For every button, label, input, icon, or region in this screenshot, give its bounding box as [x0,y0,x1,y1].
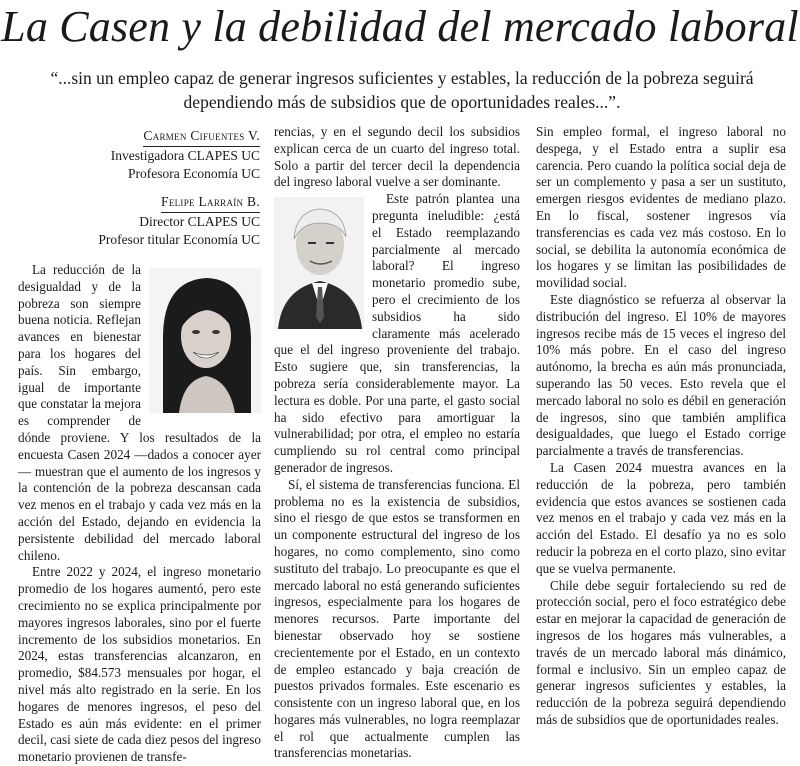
paragraph: Sin empleo formal, el ingreso laboral no despega, y el Estado entra a suplir esa carencia. Pero cuando la política social deja de ser un complemento y pasa a ser un sustituto, emergen riesgos evidentes de mediano plazo. En lo fiscal, sostener ingresos vía transferencias es cada vez más costoso. En lo social, se debilita la autonomía económica de los hogares y se limitan las posibilidades de movilidad social. [536,124,786,291]
column-3 [536,124,786,729]
author-role: Profesora Economía UC [128,166,260,181]
portrait-man-image [274,197,364,329]
paragraph: Entre 2022 y 2024, el ingreso monetario promedio de los hogares aumentó, pero este crecimiento no se explica principalmente por mayores ingresos laborales, sino por el fuerte incremento de los subsidios monetarios. En 2024, estas transferencias alcanzaron, en promedio, $84.573 mensuales por hogar, el nivel más alto registrado en la serie. En los hogares de menores ingresos, el peso del Estado es aún más evidente: en el primer decil, casi siete de cada diez pesos del ingreso monetario provienen de transfe- [18,564,261,765]
author-name: Carmen Cifuentes V. [143,127,260,147]
headline: La Casen y la debilidad del mercado laboral [1,2,799,51]
paragraph: Este diagnóstico se refuerza al observar la distribución del ingreso. El 10% de mayores ingresos recibe más de 15 veces el ingreso del 10% más pobre. En el caso del ingreso autónomo, la brecha es aún más pronunciada, superando las 50 veces. Esto revela que el mercado laboral no solo es débil en generación de ingresos, sino que también amplifica desigualdades, que luego el Estado corrige parcialmente a través de transferencias. [536,291,786,459]
paragraph: La Casen 2024 muestra avances en la reducción de la pobreza, pero también evidencia que estos avances se sostienen cada vez menos en el trabajo y cada vez más en la acción del Estado. El desafío ya no es solo reducir la pobreza en el corto plazo, sino evitar que se vuelva permanente. [536,459,786,576]
paragraph-text: Este patrón plantea una pregunta ineludible: ¿está el Estado reemplazando parcialmente al mercado laboral? El ingreso monetario promedio sube, pero el crecimiento de los subsidios ha sido claramente más acelerado que el del ingreso proveniente del trabajo. Esto sugiere que, sin transferencias, la pobreza sería considerablemente mayor. La lectura es doble. Por una parte, el gasto social ha sido efectivo para amortiguar la vulnerabilidad; por otra, el empleo no estaría cumpliendo su rol central como principal generador de ingresos. [274,191,520,475]
column-1 [18,262,261,766]
paragraph [274,191,520,477]
author-role: Profesor titular Economía UC [98,232,260,247]
paragraph: La reducción de la desigualdad y de la pobreza son siempre buena noticia. Reflejan avances en bienestar para los hogares del país. Sin embargo, igual de importante que constatar la mejora es comprender de dónde proviene. Y los resultados de la encuesta Casen 2024 —dados a conocer ayer— muestran que el aumento de los ingresos y la contención de la pobreza descansan cada vez menos en el trabajo y cada vez más en la acción del Estado, dejando en evidencia la persistente debilidad del mercado laboral chileno. [18,262,261,563]
author-role: Director CLAPES UC [139,214,260,229]
paragraph: Chile debe seguir fortaleciendo su red de protección social, pero el foco estratégico debe estar en mejorar la capacidad de generación de ingresos de los hogares más vulnerables, a través de un mercado laboral más dinámico, formal e inclusivo. Sin un empleo capaz de generar ingresos suficientes y estables, la reducción de la pobreza seguirá dependiendo más de subsidios que de oportunidades reales. [536,577,786,727]
paragraph: rencias, y en el segundo decil los subsidios explican cerca de un cuarto del ingreso total. Solo a partir del tercer decil la dependencia del ingreso laboral vuelve a ser dominante. [274,124,520,190]
pull-quote: “...sin un empleo capaz de generar ingresos suficientes y estables, la reducción de la pobreza seguirá dependiendo más de subsidios que de oportunidades reales...”. [50,68,754,112]
paragraph: Sí, el sistema de transferencias funciona. El problema no es la existencia de subsidios, sino el riesgo de que estos se transformen en un componente estructural del ingreso de los hogares, no como complemento, sino como sustituto del trabajo. Lo preocupante es que el mercado laboral no está generando suficientes ingresos, especialmente para los hogares de menores recursos. Parte importante del bienestar observado hoy se sostiene crecientemente por el Estado, en un contexto de empleo estancado y baja creación de puestos privados formales. Este escenario es consistente con un ingreso laboral que, en los hogares más vulnerables, no logra reemplazar el rol que actualmente cumplen las transferencias monetarias. [274,476,520,761]
author-photo-cifuentes [149,268,261,413]
author-name: Felipe Larraín B. [161,193,260,213]
portrait-woman-image [149,268,261,413]
byline [60,127,260,249]
author-photo-larrain [274,197,364,329]
column-2 [274,124,520,762]
author-role: Investigadora CLAPES UC [110,148,260,163]
